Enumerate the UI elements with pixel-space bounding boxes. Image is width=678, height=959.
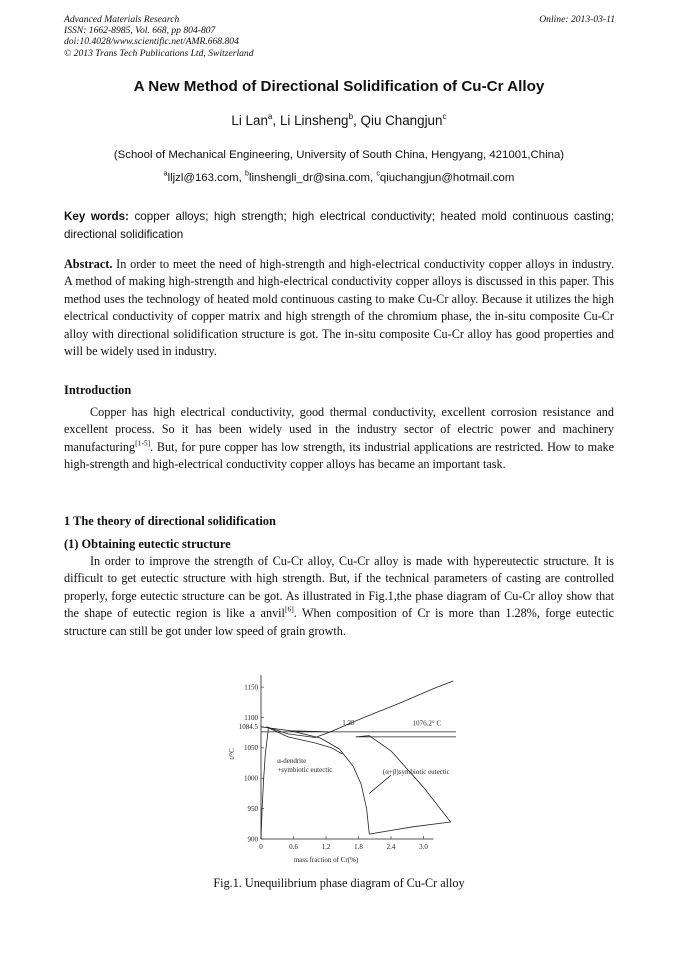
x-tick-label: 2.4 — [386, 843, 396, 851]
x-tick-label: 0.6 — [289, 843, 298, 851]
phase-diagram-figure — [224, 665, 464, 870]
intro-heading: Introduction — [64, 383, 132, 397]
abstract-text: In order to meet the need of high-strength and high-electrical conductivity copper alloys in industry. A method of making high-strength and high-electrical conductivity copper alloys is discussed in this paper. This method uses the technology of heated mold continuous casting to make Cu-Cr alloy. Because it utilizes the high electrical conductivity of copper matrix and high strength of the chromium phase, the in-situ composite Cu-Cr alloy with directional solidification structure is got. The in-situ composite Cu-Cr alloy has good properties and will be widely used in industry. — [64, 257, 614, 359]
intro-paragraph — [64, 404, 614, 474]
phase-diagram-chart — [224, 665, 464, 870]
y-tick-label: 900 — [247, 835, 258, 844]
doi-line: doi:10.4028/www.scientific.net/AMR.668.804 — [64, 36, 239, 48]
email-address: qiuchangjun@hotmail.com — [379, 172, 515, 184]
author-separator: , — [272, 113, 280, 128]
author-name: Qiu Changjun — [360, 113, 443, 128]
y-axis-label: t/°C — [228, 748, 236, 760]
chart-annotation: 1.28 — [342, 718, 355, 727]
x-tick-label: 3.0 — [419, 843, 428, 851]
section-1-text-1: In order to improve the strength of Cu-Cr alloy, Cu-Cr alloy is made with hypereutectic structure. It is difficult to get eutectic structure with high strength. But, if the technical parameters of casting are controlled properly, forge eutectic structure can be got. As illustrated in Fig.1,the phase diagram of Cu-Cr alloy show that the shape of eutectic region is like a anvil — [64, 554, 614, 621]
author-name: Li Linsheng — [279, 113, 349, 128]
keywords-text: copper alloys; high strength; high electrical conductivity; heated mold continuous casting; directional solidification — [64, 210, 615, 241]
intro-text-1: Copper has high electrical conductivity, good thermal conductivity, excellent corrosion resistance and excellent process. So it has been widely used in the industry sector of electric power and machinery manufacturing — [64, 405, 614, 454]
subsection-1-heading: (1) Obtaining eutectic structure — [64, 537, 231, 551]
email-mark: a — [163, 170, 168, 178]
author-separator: , — [353, 113, 361, 128]
phase-boundary-leader-line — [369, 775, 391, 793]
y-tick-label: 1000 — [244, 774, 258, 783]
x-tick-label: 1.2 — [321, 843, 331, 851]
x-tick-label: 0 — [259, 843, 263, 851]
y-tick-label: 1084.5 — [238, 723, 258, 732]
affiliation: (School of Mechanical Engineering, University of South China, Hengyang, 421001,China) — [113, 149, 565, 161]
phase-boundary-eutectic-right-boundary — [356, 736, 451, 822]
section-1-text-2: . When composition of Cr is more than 1.28%, forge eutectic structure can still be got under low speed of grain growth. — [64, 606, 615, 638]
email-address: lljzl@163.com — [167, 172, 239, 184]
author-mark: b — [348, 110, 354, 121]
email-mark: c — [376, 170, 380, 178]
keywords — [64, 208, 614, 244]
issn-line: ISSN: 1662-8985, Vol. 668, pp 804-807 — [64, 25, 216, 37]
author-mark: a — [267, 110, 273, 121]
paper-title: A New Method of Directional Solidification of Cu-Cr Alloy — [133, 78, 545, 95]
chart-annotation: 1076.2° C — [412, 719, 442, 728]
section-1-paragraph — [64, 553, 614, 640]
author-list — [0, 110, 678, 128]
phase-boundary-eutectic-left-boundary — [291, 731, 370, 834]
email-mark: b — [245, 170, 249, 178]
chart-annotation: +symbiotic eutectic — [277, 766, 333, 775]
y-tick-label: 950 — [247, 804, 258, 813]
online-date: Online: 2013-03-11 — [539, 14, 615, 25]
email-address: linshengli_dr@sina.com — [248, 172, 371, 184]
y-tick-label: 1050 — [244, 744, 258, 753]
running-header — [64, 14, 254, 59]
keywords-label: Key words: — [64, 210, 129, 223]
intro-citation: [1-5] — [135, 438, 151, 448]
abstract — [64, 256, 614, 360]
x-tick-label: 1.8 — [354, 843, 363, 851]
email-list: $^a$lljzl@163.com, $^b$linshengli_dr@sina.com, $^c$qiuchangjun@hotmail.com — [163, 170, 515, 184]
chart-annotation: (α+β)symbiotic eutectic — [382, 767, 450, 776]
chart-annotation: α-dendrite — [277, 757, 307, 766]
author-mark: c — [442, 110, 447, 121]
journal-name: Advanced Materials Research — [64, 14, 180, 25]
phase-boundary-eutectic-bottom — [369, 822, 450, 834]
x-axis-label: mass fraction of Cr(%) — [293, 856, 359, 864]
y-tick-label: 1100 — [244, 713, 258, 722]
abstract-label: Abstract. — [64, 257, 113, 271]
section-1-heading: 1 The theory of directional solidification — [64, 514, 276, 528]
copyright-line: © 2013 Trans Tech Publications Ltd, Switzerland — [64, 47, 254, 59]
figure-caption: Fig.1. Unequilibrium phase diagram of Cu-Cr alloy — [213, 876, 465, 890]
intro-text-2: . But, for pure copper has low strength, its industrial applications are restricted. How to make high-strength and high-electrical conductivity copper alloys has became an important task. — [64, 439, 614, 472]
phase-boundary-alpha-solvus — [261, 727, 269, 839]
author-name: Li Lan — [231, 113, 268, 128]
y-tick-label: 1150 — [244, 683, 258, 692]
section-1-citation: [6] — [284, 604, 294, 614]
